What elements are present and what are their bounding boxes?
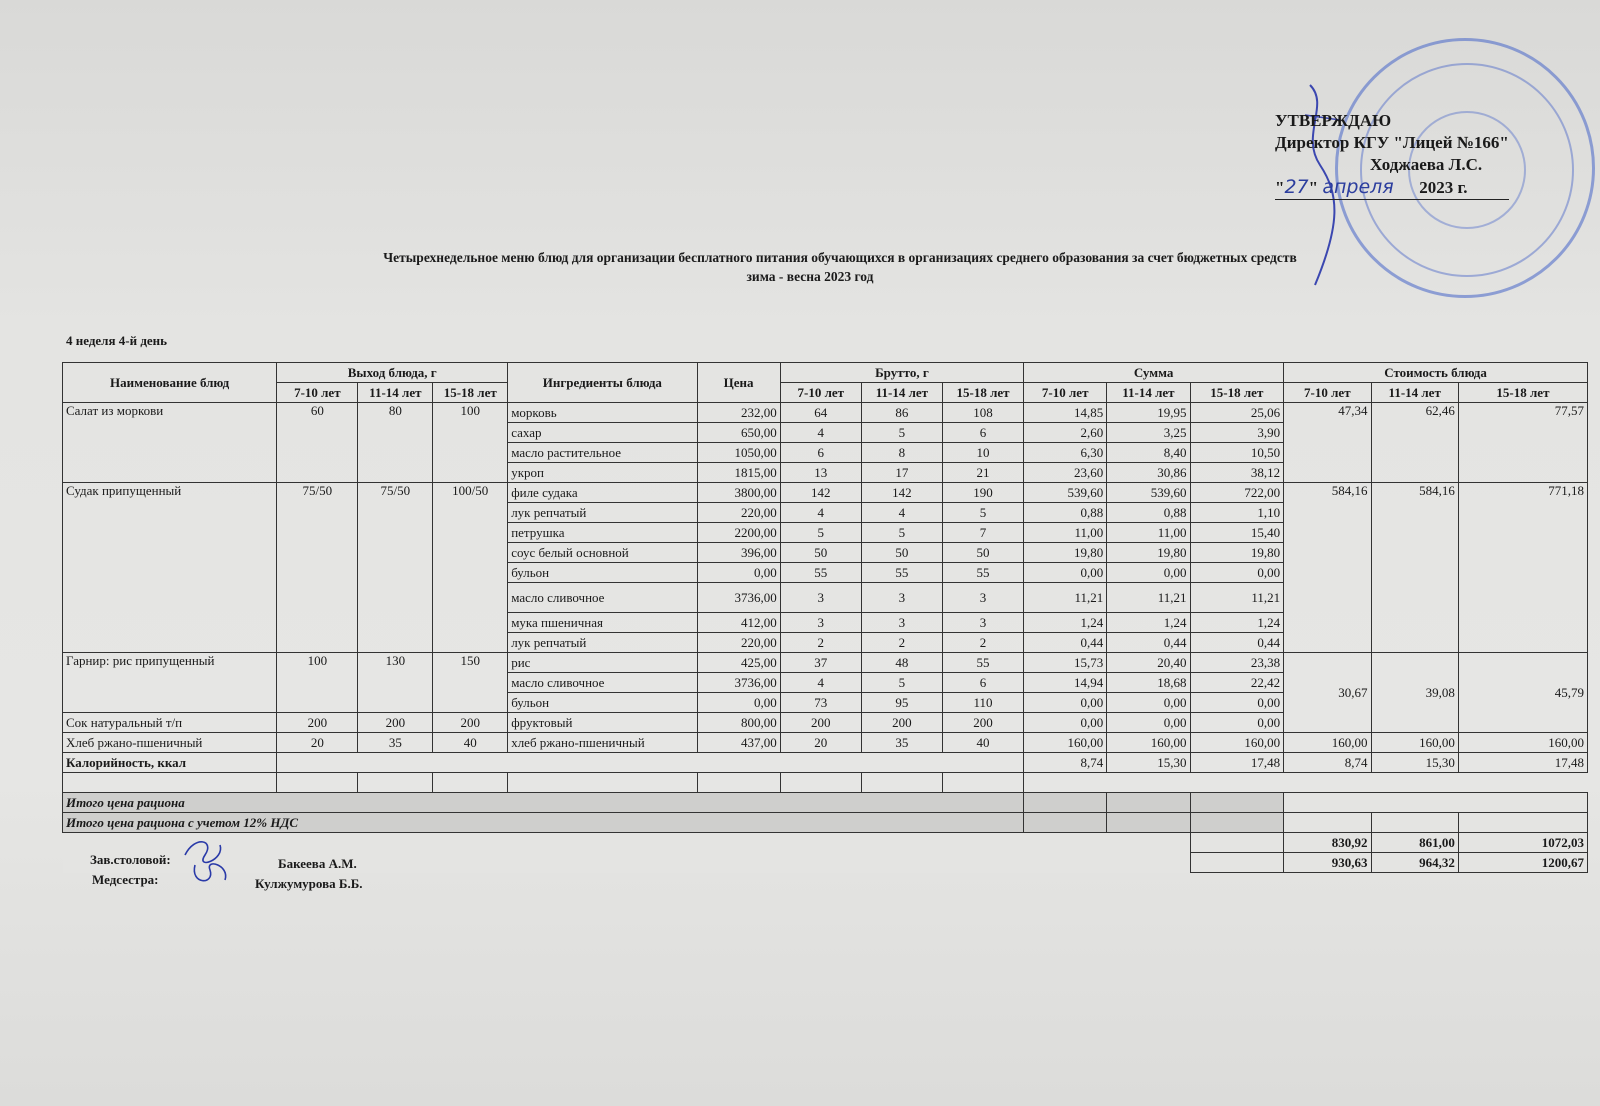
brutto-cell: 8 <box>861 443 942 463</box>
table-row <box>63 403 1588 423</box>
price-cell: 2200,00 <box>697 523 780 543</box>
sum-cell: 20,40 <box>1107 653 1190 673</box>
brutto-cell: 3 <box>942 583 1023 613</box>
dish-name: Хлеб ржано-пшеничный <box>63 733 277 753</box>
brutto-cell: 50 <box>780 543 861 563</box>
dish-cost-cell: 39,08 <box>1371 653 1458 733</box>
output-cell: 130 <box>358 653 433 713</box>
ingredient-name: мука пшеничная <box>508 613 697 633</box>
sum-cell: 722,00 <box>1190 483 1284 503</box>
price-cell: 412,00 <box>697 613 780 633</box>
sum-cell: 23,60 <box>1024 463 1107 483</box>
brutto-cell: 50 <box>942 543 1023 563</box>
dish-cost-cell: 584,16 <box>1284 483 1371 653</box>
sum-cell: 160,00 <box>1107 733 1190 753</box>
nurse-name: Кулжумурова Б.Б. <box>255 876 363 891</box>
brutto-cell: 35 <box>861 733 942 753</box>
table-row <box>63 653 1588 673</box>
brutto-cell: 200 <box>861 713 942 733</box>
week-label: 4 неделя 4-й день <box>66 333 168 348</box>
brutto-cell: 55 <box>861 563 942 583</box>
header-age: 15-18 лет <box>942 383 1023 403</box>
sum-cell: 11,21 <box>1024 583 1107 613</box>
calories-sum: 15,30 <box>1107 753 1190 773</box>
brutto-cell: 3 <box>861 613 942 633</box>
brutto-cell: 2 <box>780 633 861 653</box>
brutto-cell: 3 <box>780 613 861 633</box>
dish-cost-cell: 77,57 <box>1458 403 1587 483</box>
output-cell: 60 <box>277 403 358 483</box>
sum-cell: 14,85 <box>1024 403 1107 423</box>
brutto-cell: 64 <box>780 403 861 423</box>
approval-date-year: 2023 г. <box>1419 178 1468 197</box>
staff-signature <box>175 830 245 890</box>
sum-cell: 0,00 <box>1107 563 1190 583</box>
ingredient-name: лук репчатый <box>508 503 697 523</box>
sum-cell: 19,80 <box>1107 543 1190 563</box>
total-values-row <box>63 833 1588 853</box>
price-cell: 220,00 <box>697 503 780 523</box>
header-age: 11-14 лет <box>1107 383 1190 403</box>
dish-name: Сок натуральный т/п <box>63 713 277 733</box>
total-row <box>63 793 1588 813</box>
ingredient-name: масло сливочное <box>508 583 697 613</box>
approval-date-month: апреля <box>1322 176 1394 198</box>
brutto-cell: 17 <box>861 463 942 483</box>
header-row-1 <box>63 363 1588 383</box>
output-cell: 150 <box>433 653 508 713</box>
header-ingredients: Ингредиенты блюда <box>508 363 697 403</box>
dish-cost-cell: 62,46 <box>1371 403 1458 483</box>
brutto-cell: 5 <box>861 523 942 543</box>
dish-cost-cell: 47,34 <box>1284 403 1371 483</box>
sum-cell: 3,90 <box>1190 423 1284 443</box>
sum-cell: 1,24 <box>1107 613 1190 633</box>
brutto-cell: 6 <box>780 443 861 463</box>
approval-director-name: Ходжаева Л.С. <box>1370 155 1483 174</box>
output-cell: 20 <box>277 733 358 753</box>
output-cell: 200 <box>433 713 508 733</box>
price-cell: 437,00 <box>697 733 780 753</box>
total-vat-value: 964,32 <box>1371 853 1458 873</box>
sum-cell: 0,00 <box>1024 693 1107 713</box>
brutto-cell: 5 <box>861 673 942 693</box>
brutto-cell: 55 <box>780 563 861 583</box>
brutto-cell: 3 <box>780 583 861 613</box>
sum-cell: 160,00 <box>1024 733 1107 753</box>
sum-cell: 11,21 <box>1107 583 1190 613</box>
ingredient-name: рис <box>508 653 697 673</box>
brutto-cell: 21 <box>942 463 1023 483</box>
header-brutto: Брутто, г <box>780 363 1023 383</box>
header-row-2 <box>63 383 1588 403</box>
ingredient-name: укроп <box>508 463 697 483</box>
ingredient-name: хлеб ржано-пшеничный <box>508 733 697 753</box>
dish-cost-cell: 160,00 <box>1371 733 1458 753</box>
header-age: 15-18 лет <box>1458 383 1587 403</box>
brutto-cell: 4 <box>780 673 861 693</box>
sum-cell: 0,44 <box>1024 633 1107 653</box>
header-age: 15-18 лет <box>433 383 508 403</box>
ingredient-name: сахар <box>508 423 697 443</box>
calories-sum: 17,48 <box>1190 753 1284 773</box>
sum-cell: 10,50 <box>1190 443 1284 463</box>
calories-cost: 15,30 <box>1371 753 1458 773</box>
ingredient-name: морковь <box>508 403 697 423</box>
ingredient-name: фруктовый <box>508 713 697 733</box>
dish-name: Гарнир: рис припущенный <box>63 653 277 713</box>
price-cell: 0,00 <box>697 693 780 713</box>
title-line-1: Четырехнедельное меню блюд для организации бесплатного питания обучающихся в организациях среднего образования за счет бюджетных средств <box>383 250 1297 265</box>
sum-cell: 0,00 <box>1024 713 1107 733</box>
sum-cell: 160,00 <box>1190 733 1284 753</box>
brutto-cell: 200 <box>780 713 861 733</box>
brutto-cell: 48 <box>861 653 942 673</box>
sum-cell: 22,42 <box>1190 673 1284 693</box>
output-cell: 100/50 <box>433 483 508 653</box>
table-row <box>63 483 1588 503</box>
ingredient-name: масло сливочное <box>508 673 697 693</box>
brutto-cell: 5 <box>780 523 861 543</box>
brutto-cell: 110 <box>942 693 1023 713</box>
sum-cell: 19,80 <box>1024 543 1107 563</box>
output-cell: 40 <box>433 733 508 753</box>
ingredient-name: соус белый основной <box>508 543 697 563</box>
brutto-cell: 95 <box>861 693 942 713</box>
brutto-cell: 142 <box>861 483 942 503</box>
header-age: 7-10 лет <box>780 383 861 403</box>
sum-cell: 6,30 <box>1024 443 1107 463</box>
brutto-cell: 108 <box>942 403 1023 423</box>
approval-heading: УТВЕРЖДАЮ <box>1275 111 1392 130</box>
brutto-cell: 50 <box>861 543 942 563</box>
brutto-cell: 13 <box>780 463 861 483</box>
sum-cell: 30,86 <box>1107 463 1190 483</box>
sum-cell: 18,68 <box>1107 673 1190 693</box>
output-cell: 75/50 <box>358 483 433 653</box>
dish-cost-cell: 584,16 <box>1371 483 1458 653</box>
price-cell: 800,00 <box>697 713 780 733</box>
header-dish: Наименование блюд <box>63 363 277 403</box>
sum-cell: 0,00 <box>1190 713 1284 733</box>
sum-cell: 539,60 <box>1024 483 1107 503</box>
header-age: 7-10 лет <box>1284 383 1371 403</box>
table-row <box>63 733 1588 753</box>
ingredient-name: петрушка <box>508 523 697 543</box>
price-cell: 0,00 <box>697 563 780 583</box>
brutto-cell: 2 <box>861 633 942 653</box>
price-cell: 1815,00 <box>697 463 780 483</box>
brutto-cell: 55 <box>942 563 1023 583</box>
price-cell: 232,00 <box>697 403 780 423</box>
dish-name: Салат из моркови <box>63 403 277 483</box>
sum-cell: 539,60 <box>1107 483 1190 503</box>
canteen-name: Бакеева А.М. <box>278 856 357 871</box>
total-vat-value: 930,63 <box>1284 853 1371 873</box>
sum-cell: 19,95 <box>1107 403 1190 423</box>
header-age: 7-10 лет <box>1024 383 1107 403</box>
ingredient-name: филе судака <box>508 483 697 503</box>
brutto-cell: 37 <box>780 653 861 673</box>
sum-cell: 15,40 <box>1190 523 1284 543</box>
brutto-cell: 3 <box>942 613 1023 633</box>
sum-cell: 11,21 <box>1190 583 1284 613</box>
sum-cell: 1,24 <box>1190 613 1284 633</box>
brutto-cell: 4 <box>780 423 861 443</box>
ingredient-name: бульон <box>508 693 697 713</box>
calories-sum: 8,74 <box>1024 753 1107 773</box>
output-cell: 80 <box>358 403 433 483</box>
sum-cell: 3,25 <box>1107 423 1190 443</box>
total-vat-value: 1200,67 <box>1458 853 1587 873</box>
header-age: 7-10 лет <box>277 383 358 403</box>
header-cost: Стоимость блюда <box>1284 363 1588 383</box>
price-cell: 220,00 <box>697 633 780 653</box>
menu-table <box>62 362 1588 873</box>
ingredient-name: бульон <box>508 563 697 583</box>
brutto-cell: 86 <box>861 403 942 423</box>
total-value: 861,00 <box>1371 833 1458 853</box>
output-cell: 100 <box>433 403 508 483</box>
sum-cell: 8,40 <box>1107 443 1190 463</box>
brutto-cell: 10 <box>942 443 1023 463</box>
total-value: 830,92 <box>1284 833 1371 853</box>
header-age: 15-18 лет <box>1190 383 1284 403</box>
price-cell: 3800,00 <box>697 483 780 503</box>
sum-cell: 0,88 <box>1107 503 1190 523</box>
calories-cost: 8,74 <box>1284 753 1371 773</box>
sum-cell: 0,88 <box>1024 503 1107 523</box>
brutto-cell: 55 <box>942 653 1023 673</box>
brutto-cell: 6 <box>942 673 1023 693</box>
dish-cost-cell: 30,67 <box>1284 653 1371 733</box>
approval-date: "27" апреля 2023 г. <box>1275 176 1509 200</box>
price-cell: 396,00 <box>697 543 780 563</box>
sum-cell: 0,00 <box>1024 563 1107 583</box>
dish-cost-cell: 45,79 <box>1458 653 1587 733</box>
approval-block <box>1275 110 1509 200</box>
price-cell: 650,00 <box>697 423 780 443</box>
header-price: Цена <box>697 363 780 403</box>
sum-cell: 15,73 <box>1024 653 1107 673</box>
sum-cell: 0,00 <box>1190 693 1284 713</box>
sum-cell: 0,00 <box>1107 693 1190 713</box>
dish-cost-cell: 160,00 <box>1458 733 1587 753</box>
brutto-cell: 190 <box>942 483 1023 503</box>
price-cell: 3736,00 <box>697 673 780 693</box>
brutto-cell: 6 <box>942 423 1023 443</box>
brutto-cell: 5 <box>861 423 942 443</box>
sum-cell: 0,00 <box>1190 563 1284 583</box>
sum-cell: 0,44 <box>1190 633 1284 653</box>
calories-row <box>63 753 1588 773</box>
calories-cost: 17,48 <box>1458 753 1587 773</box>
brutto-cell: 5 <box>942 503 1023 523</box>
sum-cell: 1,10 <box>1190 503 1284 523</box>
ingredient-name: масло растительное <box>508 443 697 463</box>
sum-cell: 11,00 <box>1024 523 1107 543</box>
header-output: Выход блюда, г <box>277 363 508 383</box>
sum-cell: 19,80 <box>1190 543 1284 563</box>
sum-cell: 14,94 <box>1024 673 1107 693</box>
header-sum: Сумма <box>1024 363 1284 383</box>
document-title <box>0 248 1600 286</box>
approval-date-day: 27 <box>1284 176 1309 198</box>
output-cell: 75/50 <box>277 483 358 653</box>
ingredient-name: лук репчатый <box>508 633 697 653</box>
title-line-2: зима - весна 2023 год <box>746 269 874 284</box>
brutto-cell: 200 <box>942 713 1023 733</box>
brutto-cell: 4 <box>861 503 942 523</box>
sum-cell: 0,00 <box>1107 713 1190 733</box>
total-vat-label: Итого цена рациона с учетом 12% НДС <box>63 813 1024 833</box>
sum-cell: 1,24 <box>1024 613 1107 633</box>
sum-cell: 38,12 <box>1190 463 1284 483</box>
nurse-role: Медсестра: <box>92 872 159 887</box>
sum-cell: 23,38 <box>1190 653 1284 673</box>
total-value: 1072,03 <box>1458 833 1587 853</box>
total-label: Итого цена рациона <box>63 793 1024 813</box>
output-cell: 100 <box>277 653 358 713</box>
calories-empty <box>277 753 1024 773</box>
total-vat-row <box>63 813 1588 833</box>
brutto-cell: 4 <box>780 503 861 523</box>
price-cell: 1050,00 <box>697 443 780 463</box>
empty-row <box>63 773 1588 793</box>
brutto-cell: 20 <box>780 733 861 753</box>
output-cell: 200 <box>358 713 433 733</box>
brutto-cell: 2 <box>942 633 1023 653</box>
brutto-cell: 7 <box>942 523 1023 543</box>
dish-cost-cell: 160,00 <box>1284 733 1371 753</box>
header-age: 11-14 лет <box>1371 383 1458 403</box>
header-age: 11-14 лет <box>358 383 433 403</box>
approval-position: Директор КГУ "Лицей №166" <box>1275 133 1509 152</box>
output-cell: 35 <box>358 733 433 753</box>
header-age: 11-14 лет <box>861 383 942 403</box>
sum-cell: 11,00 <box>1107 523 1190 543</box>
sum-cell: 2,60 <box>1024 423 1107 443</box>
output-cell: 200 <box>277 713 358 733</box>
brutto-cell: 73 <box>780 693 861 713</box>
dish-cost-cell: 771,18 <box>1458 483 1587 653</box>
price-cell: 3736,00 <box>697 583 780 613</box>
brutto-cell: 3 <box>861 583 942 613</box>
brutto-cell: 142 <box>780 483 861 503</box>
brutto-cell: 40 <box>942 733 1023 753</box>
sum-cell: 25,06 <box>1190 403 1284 423</box>
price-cell: 425,00 <box>697 653 780 673</box>
dish-name: Судак припущенный <box>63 483 277 653</box>
canteen-role: Зав.столовой: <box>90 852 171 867</box>
sum-cell: 0,44 <box>1107 633 1190 653</box>
calories-label: Калорийность, ккал <box>63 753 277 773</box>
